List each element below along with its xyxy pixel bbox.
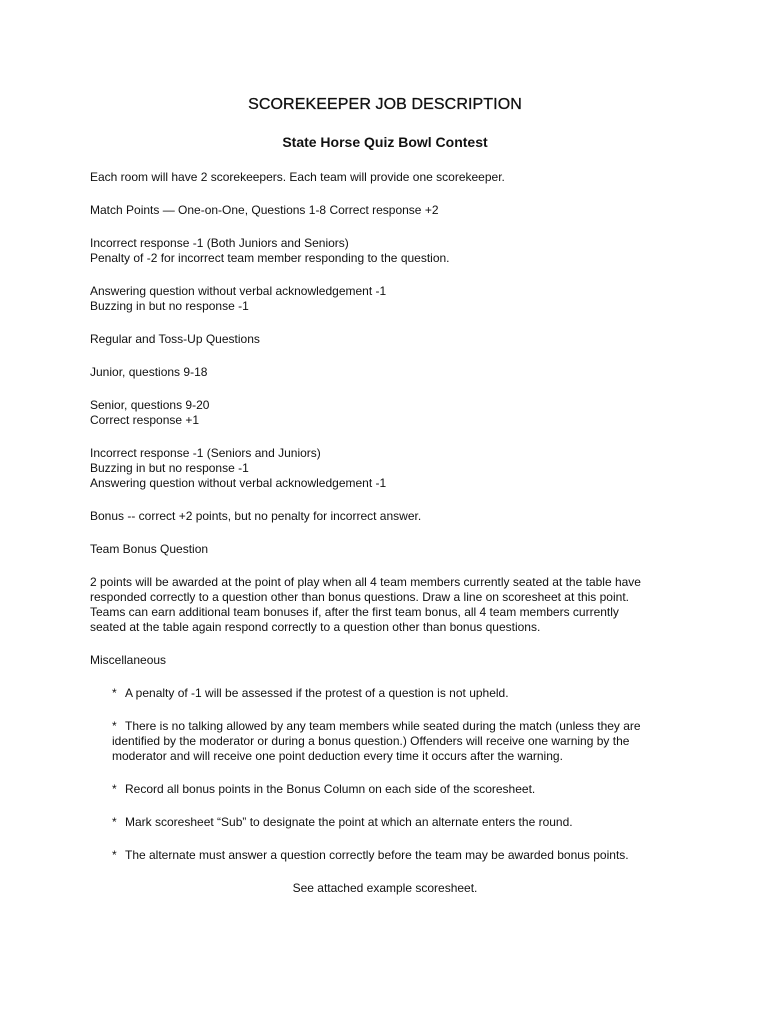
paragraph-line: Regular and Toss-Up Questions <box>90 332 260 346</box>
bullet-line: Record all bonus points in the Bonus Column on each side of the scoresheet. <box>125 782 536 796</box>
paragraph-line: Penalty of -2 for incorrect team member responding to the question. <box>90 251 450 265</box>
paragraph <box>90 509 680 524</box>
paragraph <box>90 446 680 491</box>
paragraph <box>90 653 680 668</box>
paragraph-line: 2 points will be awarded at the point of play when all 4 team members currently seated at the table have <box>90 575 641 589</box>
paragraph <box>90 236 680 266</box>
bullet-marker: * <box>112 815 117 829</box>
bullet-item <box>90 782 680 797</box>
paragraph <box>90 332 680 347</box>
paragraph <box>90 398 680 428</box>
bullet-line: There is no talking allowed by any team members while seated during the match (unless they are <box>125 719 641 733</box>
paragraph <box>90 542 680 557</box>
bullet-marker: * <box>112 782 117 796</box>
bullet-item <box>90 815 680 830</box>
bullet-line: The alternate must answer a question correctly before the team may be awarded bonus points. <box>125 848 629 862</box>
paragraph-line: Junior, questions 9-18 <box>90 365 208 379</box>
bullet-item <box>90 848 680 863</box>
paragraph-line: Answering question without verbal acknowledgement -1 <box>90 284 387 298</box>
paragraph-line: Buzzing in but no response -1 <box>90 461 249 475</box>
paragraph <box>90 575 680 635</box>
footer-note: See attached example scoresheet. <box>292 881 478 895</box>
misc-bullet-list <box>90 686 680 863</box>
paragraph-line: Match Points — One-on-One, Questions 1-8 Correct response +2 <box>90 203 439 217</box>
paragraph-list <box>90 170 680 668</box>
bullet-line: identified by the moderator or during a bonus question.) Offenders will receive one warning by the <box>112 734 630 748</box>
bullet-line: moderator and will receive one point deduction every time it occurs after the warning. <box>112 749 563 763</box>
paragraph-line: Team Bonus Question <box>90 542 209 556</box>
paragraph-line: Answering question without verbal acknowledgement -1 <box>90 476 387 490</box>
bullet-line: A penalty of -1 will be assessed if the protest of a question is not upheld. <box>125 686 509 700</box>
paragraph <box>90 365 680 380</box>
paragraph <box>90 203 680 218</box>
bullet-marker: * <box>112 719 117 733</box>
paragraph-line: Bonus -- correct +2 points, but no penalty for incorrect answer. <box>90 509 422 523</box>
bullet-line: Mark scoresheet “Sub” to designate the point at which an alternate enters the round. <box>125 815 573 829</box>
paragraph-line: Miscellaneous <box>90 653 167 667</box>
bullet-marker: * <box>112 686 117 700</box>
paragraph-line: Buzzing in but no response -1 <box>90 299 249 313</box>
paragraph <box>90 284 680 314</box>
bullet-marker: * <box>112 848 117 862</box>
bullet-item <box>90 719 680 764</box>
paragraph-line: responded correctly to a question other than bonus questions. Draw a line on scoresheet at this point. <box>90 590 629 604</box>
document-body <box>90 170 680 896</box>
bullet-item <box>90 686 680 701</box>
paragraph <box>90 170 680 185</box>
paragraph-line: Correct response +1 <box>90 413 200 427</box>
paragraph-line: Teams can earn additional team bonuses if, after the first team bonus, all 4 team members currently <box>90 605 619 619</box>
paragraph-line: Each room will have 2 scorekeepers. Each team will provide one scorekeeper. <box>90 170 505 184</box>
paragraph-line: Senior, questions 9-20 <box>90 398 210 412</box>
paragraph-line: Incorrect response -1 (Both Juniors and Seniors) <box>90 236 349 250</box>
document-subtitle: State Horse Quiz Bowl Contest <box>282 134 488 150</box>
paragraph-line: seated at the table again respond correctly to a question other than bonus questions. <box>90 620 541 634</box>
document-title: SCOREKEEPER JOB DESCRIPTION <box>248 96 522 113</box>
paragraph-line: Incorrect response -1 (Seniors and Juniors) <box>90 446 321 460</box>
